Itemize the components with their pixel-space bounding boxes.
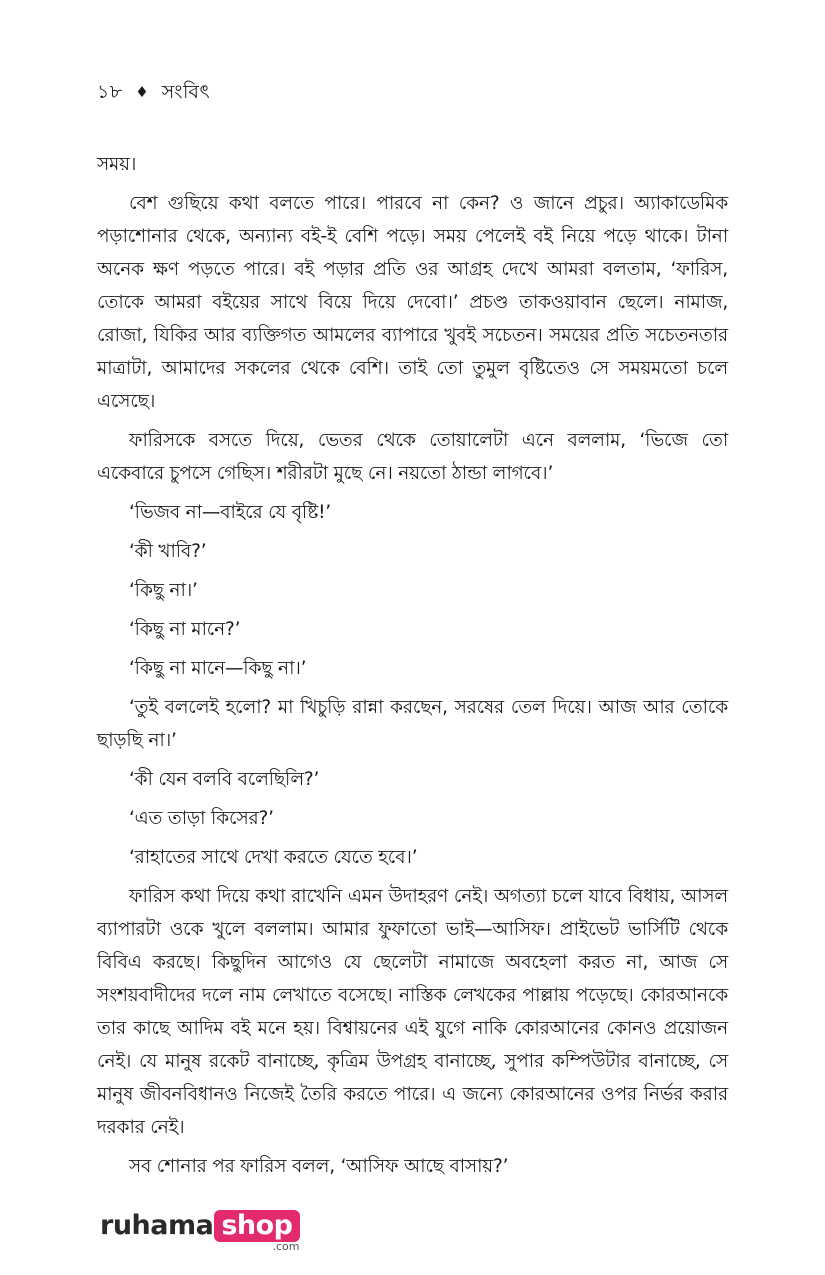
dialogue-line: ‘কী যেন বলবি বলেছিলি?’ (129, 769, 320, 790)
dialogue-line: ‘কিছু না।’ (129, 580, 198, 601)
dialogue-line: ‘কিছু না মানে—কিছু না।’ (129, 658, 307, 679)
page-number: ১৮ (97, 81, 123, 103)
book-title: সংবিৎ (161, 81, 211, 103)
diamond-separator-icon: ♦ (135, 83, 150, 101)
dialogue-line: ‘তুই বললেই হলো? মা খিচুড়ি রান্না করছেন, সরষের তেল দিয়ে। আজ আর তোকে ছাড়ছি না।’ (97, 697, 728, 751)
ruhamashop-logo (100, 1210, 300, 1253)
paragraph: বেশ গুছিয়ে কথা বলতে পারে। পারবে না কেন? ও জানে প্রচুর। অ্যাকাডেমিক পড়াশোনার থেকে, অন্যান্য বই-ই বেশি পড়ে। সময় পেলেই বই নিয়ে পড়ে থাকে। টানা অনেক ক্ষণ পড়তে পারে। বই পড়ার প্রতি ওর আগ্রহ দেখে আমরা বলতাম, ‘ফারিস, তোকে আমরা বইয়ের সাথে বিয়ে দিয়ে দেবো।’ প্রচণ্ড তাকওয়াবান ছেলে। নামাজ, রোজা, যিকির আর ব্যক্তিগত আমলের ব্যাপারে খুবই সচেতন। সময়ের প্রতি সচেতনতার মাত্রাটা, আমাদের সকলের থেকে বেশি। তাই তো তুমুল বৃষ্টিতেও সে সময়মতো চলে এসেছে। (97, 193, 728, 412)
dialogue-line: ‘ভিজব না—বাইরে যে বৃষ্টি!’ (129, 502, 331, 523)
logo-badge: shop (214, 1210, 299, 1242)
dialogue-line: ‘কী খাবি?’ (129, 541, 207, 562)
logo-text-main: ruhama (100, 1210, 214, 1241)
paragraph: ফারিসকে বসতে দিয়ে, ভেতর থেকে তোয়ালেটা এনে বললাম, ‘ভিজে তো একেবারে চুপসে গেছিস। শরীরটা মুছে নে। নয়তো ঠান্ডা লাগবে।’ (97, 430, 728, 484)
dialogue-line: ‘এত তাড়া কিসের?’ (129, 808, 274, 829)
logo-domain: .com (272, 1240, 300, 1253)
running-header (97, 78, 210, 110)
paragraph: ফারিস কথা দিয়ে কথা রাখেনি এমন উদাহরণ নেই। অগত্যা চলে যাবে বিধায়, আসল ব্যাপারটা ওকে খুলে বললাম। আমার ফুফাতো ভাই—আসিফ। প্রাইভেট ভার্সিটি থেকে বিবিএ করছে। কিছুদিন আগেও যে ছেলেটা নামাজে অবহেলা করত না, আজ সে সংশয়বাদীদের দলে নাম লেখাতে বসেছে। নাস্তিক লেখকের পাল্লায় পড়েছে। কোরআনকে তার কাছে আদিম বই মনে হয়। বিশ্বায়নের এই যুগে নাকি কোরআনের কোনও প্রয়োজন নেই। যে মানুষ রকেট বানাচ্ছে, কৃত্রিম উপগ্রহ বানাচ্ছে, সুপার কম্পিউটার বানাচ্ছে, সে মানুষ জীবনবিধানও নিজেই তৈরি করতে পারে। এ জন্যে কোরআনের ওপর নির্ভর করার দরকার নেই। (97, 886, 728, 1138)
page-body (97, 148, 728, 1189)
paragraph: সব শোনার পর ফারিস বলল, ‘আসিফ আছে বাসায়?’ (129, 1156, 509, 1177)
paragraph: সময়। (97, 154, 137, 175)
dialogue-line: ‘কিছু না মানে?’ (129, 619, 241, 640)
dialogue-line: ‘রাহাতের সাথে দেখা করতে যেতে হবে।’ (129, 847, 418, 868)
